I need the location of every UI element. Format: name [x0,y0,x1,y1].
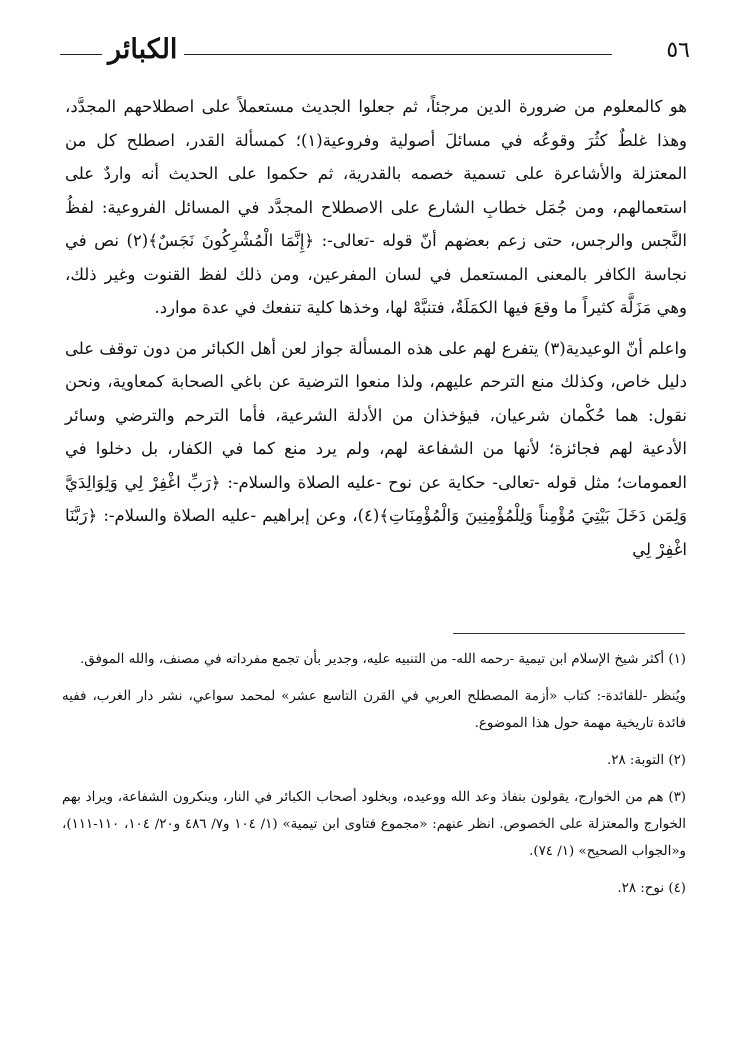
paragraph: هو كالمعلوم من ضرورة الدين مرجئاً، ثم جعلوا الجديث مستعملاً على اصطلاحهم المجدَّد، وهذا غلطٌ كثُرَ وقوعُه في مسائلَ أصولية وفروعية(١)؛ كمسألة القدر، اصطلح كل من المعتزلة والأشاعرة على تسمية خصمه بالقدرية، ثم حكموا على الحديث أنه واردٌ على استعمالهم، ومن جُمَل خطابِ الشارع على الاصطلاح المجدَّد في المسائل الفروعية: لفظُ النَّجس والرجس، حتى زعم بعضهم أنّ قوله -تعالى-: ﴿إِنَّمَا الْمُشْرِكُونَ نَجَسٌ﴾(٢) نص في نجاسة الكافر بالمعنى المستعمل في لسان المفرعين، ومن ذلك لفظ القنوت وغير ذلك، وهي مَزَلَّة كثيراً ما وقعَ فيها الكمَلَةُ، فتنبَّهْ لها، وخذها كلية تنفعك في عدة موارد. [65,97,687,317]
footnote: (٤) نوح: ٢٨. [617,881,686,896]
header-rule-left [60,54,102,55]
footnotes [62,646,686,912]
footnote-separator [453,633,685,634]
book-title: الكبائر [108,34,178,65]
footnote: (١) أكثر شيخ الإسلام ابن تيمية -رحمه الله- من التنبيه عليه، وجدير بأن تجمع مفرداته في مصنف، والله الموفق. [80,652,686,667]
main-text [65,90,687,566]
page-header [60,34,690,78]
footnote: (٣) هم من الخوارج، يقولون بنفاذ وعد الله ووعيده، وبخلود أصحاب الكبائر في النار، وينكرون الشفاعة، ويراد بهم الخوارج والمعتزلة على الخصوص. انظر عنهم: «مجموع فتاوى ابن تيمية» (١/ ١٠٤ و٧/ ٤٨٦ و٢٠/ ١٠٤، ١١٠-١١١)، و«الجواب الصحيح» (١/ ٧٤). [62,790,686,859]
header-rule [184,54,612,55]
footnote: (٢) التوبة: ٢٨. [606,753,686,768]
paragraph: واعلم أنّ الوعيدية(٣) يتفرع لهم على هذه المسألة جواز لعن أهل الكبائر من دون توقف على دليل خاص، وكذلك منع الترحم عليهم، ولذا منعوا الترضية عن باغي الصحابة كمعاوية، ونحن نقول: هما حُكْمان شرعيان، فيؤخذان من الأدلة الشرعية، فأما الترحم والترضي وسائر الأدعية لهم فجائزة؛ لأنها من الشفاعة لهم، ولم يرد منع كما في الكفار، بل دخلوا في العمومات؛ مثل قوله -تعالى- حكاية عن نوح -عليه الصلاة والسلام-: ﴿رَبِّ اغْفِرْ لِي وَلِوَالِدَيَّ وَلِمَن دَخَلَ بَيْتِيَ مُؤْمِناً وَلِلْمُؤْمِنِينَ وَالْمُؤْمِنَاتِ﴾(٤)، وعن إبراهيم -عليه الصلاة والسلام-: ﴿رَبَّنَا اغْفِرْ لِي [65,338,688,559]
page-number: ٥٦ [666,38,690,63]
footnote: ويُنظر -للفائدة-: كتاب «أزمة المصطلح العربي في القرن التاسع عشر» لمحمد سواعي، نشر دار الغرب، ففيه فائدة تاريخية مهمة حول هذا الموضوع. [62,689,686,731]
